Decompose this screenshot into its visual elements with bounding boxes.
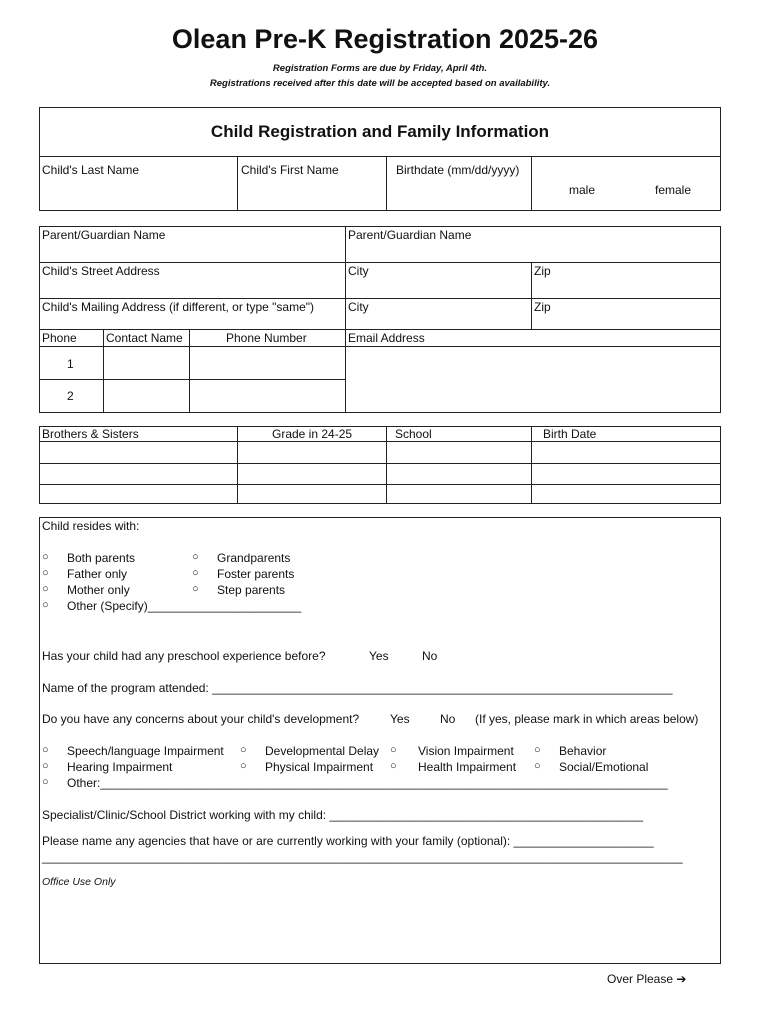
radio-icon[interactable]: ○: [42, 551, 49, 563]
divider: [237, 426, 238, 504]
questionnaire-box: [39, 517, 721, 964]
radio-icon[interactable]: ○: [534, 760, 541, 772]
program-label: Name of the program attended:: [42, 681, 213, 695]
option-other-label: Other:: [67, 776, 101, 790]
option-both-parents: Both parents: [67, 551, 136, 565]
radio-icon[interactable]: ○: [192, 567, 199, 579]
guardian-name-field-1[interactable]: Parent/Guardian Name: [42, 228, 166, 242]
siblings-table: [39, 426, 721, 504]
phone-header: Phone: [42, 331, 77, 345]
other-row: [67, 776, 668, 790]
radio-icon[interactable]: ○: [240, 744, 247, 756]
office-use-label: Office Use Only: [42, 876, 116, 888]
radio-icon[interactable]: ○: [42, 760, 49, 772]
email-field[interactable]: Email Address: [348, 331, 425, 345]
divider: [386, 426, 387, 504]
option-vision-impairment: Vision Impairment: [418, 744, 514, 758]
phone-row-2: 2: [67, 389, 74, 403]
option-speech-impairment: Speech/language Impairment: [67, 744, 224, 758]
divider: [39, 262, 721, 263]
other-input-line[interactable]: _____________________________________________________________________________________: [100, 776, 668, 790]
grade-header: Grade in 24-25: [272, 427, 353, 441]
preschool-yes-option[interactable]: Yes: [369, 649, 389, 663]
divider: [39, 346, 721, 347]
school-header: School: [395, 427, 432, 441]
radio-icon[interactable]: ○: [240, 760, 247, 772]
option-other-specify[interactable]: Other (Specify)_______________________: [67, 599, 302, 613]
divider: [386, 156, 387, 211]
radio-icon[interactable]: ○: [42, 599, 49, 611]
divider: [531, 262, 532, 329]
female-option[interactable]: female: [655, 183, 692, 197]
phone-number-header: Phone Number: [226, 331, 307, 345]
radio-icon[interactable]: ○: [390, 760, 397, 772]
development-no-option[interactable]: No: [440, 712, 456, 726]
siblings-header: Brothers & Sisters: [42, 427, 139, 441]
agencies-line[interactable]: ________________________________________________________________________________________________: [42, 850, 683, 864]
mailing-city-field[interactable]: City: [348, 300, 369, 314]
last-name-field[interactable]: Child's Last Name: [42, 163, 139, 177]
option-developmental-delay: Developmental Delay: [265, 744, 380, 758]
development-question: Do you have any concerns about your child's development?: [42, 712, 360, 726]
mailing-address-field[interactable]: Child's Mailing Address (if different, or type "same"): [42, 300, 315, 314]
divider: [531, 156, 532, 211]
zip-field[interactable]: Zip: [534, 264, 551, 278]
option-mother-only: Mother only: [67, 583, 130, 597]
option-social-emotional: Social/Emotional: [559, 760, 649, 774]
divider: [345, 226, 346, 413]
divider: [39, 463, 721, 464]
divider: [189, 329, 190, 413]
divider: [531, 426, 532, 504]
divider: [39, 329, 721, 330]
option-behavior: Behavior: [559, 744, 607, 758]
option-health-impairment: Health Impairment: [418, 760, 517, 774]
specialist-field[interactable]: Specialist/Clinic/School District working with my child: _______________________________________________: [42, 808, 644, 822]
mailing-zip-field[interactable]: Zip: [534, 300, 551, 314]
program-input-line[interactable]: _____________________________________________________________________: [212, 681, 673, 695]
birth-date-header: Birth Date: [543, 427, 597, 441]
over-please: Over Please ➔: [607, 972, 687, 986]
radio-icon[interactable]: ○: [192, 583, 199, 595]
radio-icon[interactable]: ○: [192, 551, 199, 563]
radio-icon[interactable]: ○: [42, 567, 49, 579]
development-yes-option[interactable]: Yes: [390, 712, 410, 726]
resides-label: Child resides with:: [42, 519, 140, 533]
option-foster-parents: Foster parents: [217, 567, 295, 581]
guardian-name-field-2[interactable]: Parent/Guardian Name: [348, 228, 472, 242]
development-instructions: (If yes, please mark in which areas below): [475, 712, 699, 726]
radio-icon[interactable]: ○: [42, 583, 49, 595]
divider: [39, 156, 721, 157]
preschool-question: Has your child had any preschool experience before?: [42, 649, 326, 663]
divider: [39, 484, 721, 485]
due-note: Registration Forms are due by Friday, April 4th.: [272, 63, 488, 74]
radio-icon[interactable]: ○: [42, 744, 49, 756]
divider: [237, 156, 238, 211]
option-physical-impairment: Physical Impairment: [265, 760, 374, 774]
city-field[interactable]: City: [348, 264, 369, 278]
option-step-parents: Step parents: [217, 583, 286, 597]
child-section-heading: Child Registration and Family Information: [210, 122, 550, 141]
divider: [103, 329, 104, 413]
preschool-no-option[interactable]: No: [422, 649, 438, 663]
divider: [39, 441, 721, 442]
contact-name-header: Contact Name: [106, 331, 183, 345]
radio-icon[interactable]: ○: [42, 776, 49, 788]
program-row: [42, 681, 673, 695]
option-hearing-impairment: Hearing Impairment: [67, 760, 173, 774]
divider: [39, 298, 721, 299]
late-note: Registrations received after this date will be accepted based on availability.: [209, 78, 551, 89]
birthdate-field[interactable]: Birthdate (mm/dd/yyyy): [396, 163, 520, 177]
street-address-field[interactable]: Child's Street Address: [42, 264, 160, 278]
radio-icon[interactable]: ○: [390, 744, 397, 756]
parent-info-box: [39, 226, 721, 413]
first-name-field[interactable]: Child's First Name: [241, 163, 339, 177]
page-title: Olean Pre-K Registration 2025-26: [171, 24, 599, 54]
option-grandparents: Grandparents: [217, 551, 291, 565]
option-father-only: Father only: [67, 567, 128, 581]
agencies-field[interactable]: Please name any agencies that have or are currently working with your family (optional): _____________________: [42, 834, 654, 848]
divider: [39, 379, 345, 380]
male-option[interactable]: male: [569, 183, 596, 197]
radio-icon[interactable]: ○: [534, 744, 541, 756]
phone-row-1: 1: [67, 357, 74, 371]
